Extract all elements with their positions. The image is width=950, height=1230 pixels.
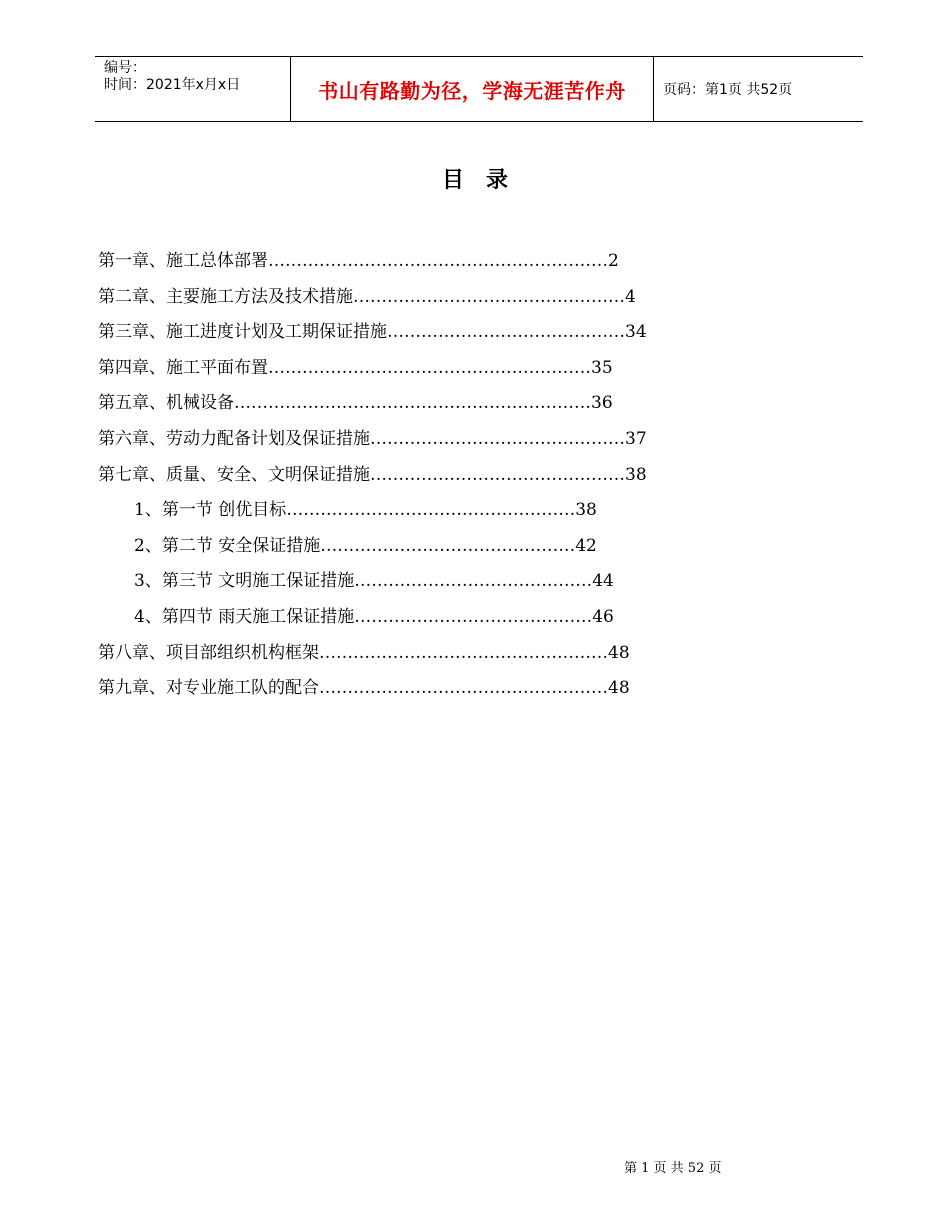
toc-entry-page: 38 bbox=[575, 500, 597, 521]
toc-entry-label: 第一章、施工总体部署 bbox=[98, 251, 268, 271]
toc-entry-label: 4、第四节 雨天施工保证措施 bbox=[134, 606, 355, 627]
toc-entry[interactable] bbox=[98, 640, 738, 676]
toc-entry[interactable] bbox=[98, 533, 738, 569]
toc-entry-page: 48 bbox=[608, 642, 630, 663]
toc-entry-leader: ……………………………………………………… bbox=[234, 393, 591, 414]
toc-entry-label: 第五章、机械设备 bbox=[98, 393, 234, 414]
toc-entry-leader: …………………………………………………… bbox=[268, 251, 608, 271]
toc-entry-label: 1、第一节 创优目标 bbox=[134, 500, 287, 521]
document-time: 时间：2021年x月x日 bbox=[104, 77, 241, 93]
toc-entry[interactable] bbox=[98, 426, 738, 462]
header-page-info: 页码：第1页 共52页 bbox=[663, 82, 793, 98]
toc-entry-page: 35 bbox=[591, 357, 613, 378]
toc-entry-page: 2 bbox=[608, 251, 619, 271]
toc-entry-label: 第二章、主要施工方法及技术措施 bbox=[98, 286, 353, 307]
toc-entry-page: 34 bbox=[625, 322, 647, 343]
toc-entry-leader: ………………………………………………… bbox=[268, 357, 591, 378]
toc-entry-page: 4 bbox=[625, 286, 636, 307]
toc-entry-leader: …………………………………………… bbox=[319, 642, 608, 663]
header-meta bbox=[95, 57, 291, 121]
toc-entry[interactable] bbox=[98, 355, 738, 391]
toc-entry-page: 44 bbox=[592, 571, 614, 592]
toc-entry-leader: ……………………………………… bbox=[370, 428, 625, 449]
toc-entry[interactable] bbox=[98, 462, 738, 498]
toc-entry[interactable] bbox=[98, 319, 738, 355]
document-number: 编号： bbox=[104, 60, 146, 76]
toc-entry-leader: ……………………………………… bbox=[370, 464, 625, 485]
toc-entry-page: 37 bbox=[625, 428, 647, 449]
toc-entry[interactable] bbox=[98, 248, 738, 284]
toc-entry-leader: …………………………………… bbox=[354, 606, 593, 627]
toc-entry-leader: …………………………………………… bbox=[319, 678, 608, 699]
toc-entry[interactable] bbox=[98, 497, 738, 533]
toc-entry-leader: ……………………………………… bbox=[320, 535, 576, 556]
toc-entry-label: 3、第三节 文明施工保证措施 bbox=[134, 571, 355, 592]
toc-entry-leader: …………………………………… bbox=[354, 571, 593, 592]
toc-entry-leader: …………………………………… bbox=[387, 322, 625, 343]
toc-entry-label: 第六章、劳动力配备计划及保证措施 bbox=[98, 428, 370, 449]
toc-title: 目录 bbox=[441, 168, 530, 193]
toc-entry-page: 42 bbox=[575, 535, 597, 556]
toc-entry-page: 36 bbox=[591, 393, 613, 414]
toc-entry-page: 48 bbox=[608, 678, 630, 699]
toc-entry-label: 第四章、施工平面布置 bbox=[98, 357, 268, 378]
toc-entry-label: 第三章、施工进度计划及工期保证措施 bbox=[98, 322, 387, 343]
toc-entry[interactable] bbox=[98, 604, 738, 640]
toc-entry-page: 46 bbox=[592, 606, 614, 627]
toc-entry-label: 第九章、对专业施工队的配合 bbox=[98, 678, 319, 699]
toc-entry-label: 2、第二节 安全保证措施 bbox=[134, 535, 321, 556]
toc-entry-page: 38 bbox=[625, 464, 647, 485]
document-header bbox=[95, 56, 863, 122]
toc-entry-label: 第八章、项目部组织机构框架 bbox=[98, 642, 319, 663]
page-footer: 第 1 页 共 52 页 bbox=[624, 1161, 722, 1176]
toc-entry[interactable] bbox=[98, 284, 738, 320]
toc-entry[interactable] bbox=[98, 675, 738, 711]
toc-entry[interactable] bbox=[98, 568, 738, 604]
table-of-contents bbox=[98, 248, 738, 711]
toc-entry[interactable] bbox=[98, 390, 738, 426]
toc-entry-label: 第七章、质量、安全、文明保证措施 bbox=[98, 464, 370, 485]
toc-entry-leader: ………………………………………… bbox=[353, 286, 625, 307]
header-motto: 书山有路勤为径，学海无涯苦作舟 bbox=[291, 57, 654, 121]
toc-entry-leader: …………………………………………… bbox=[286, 500, 576, 521]
